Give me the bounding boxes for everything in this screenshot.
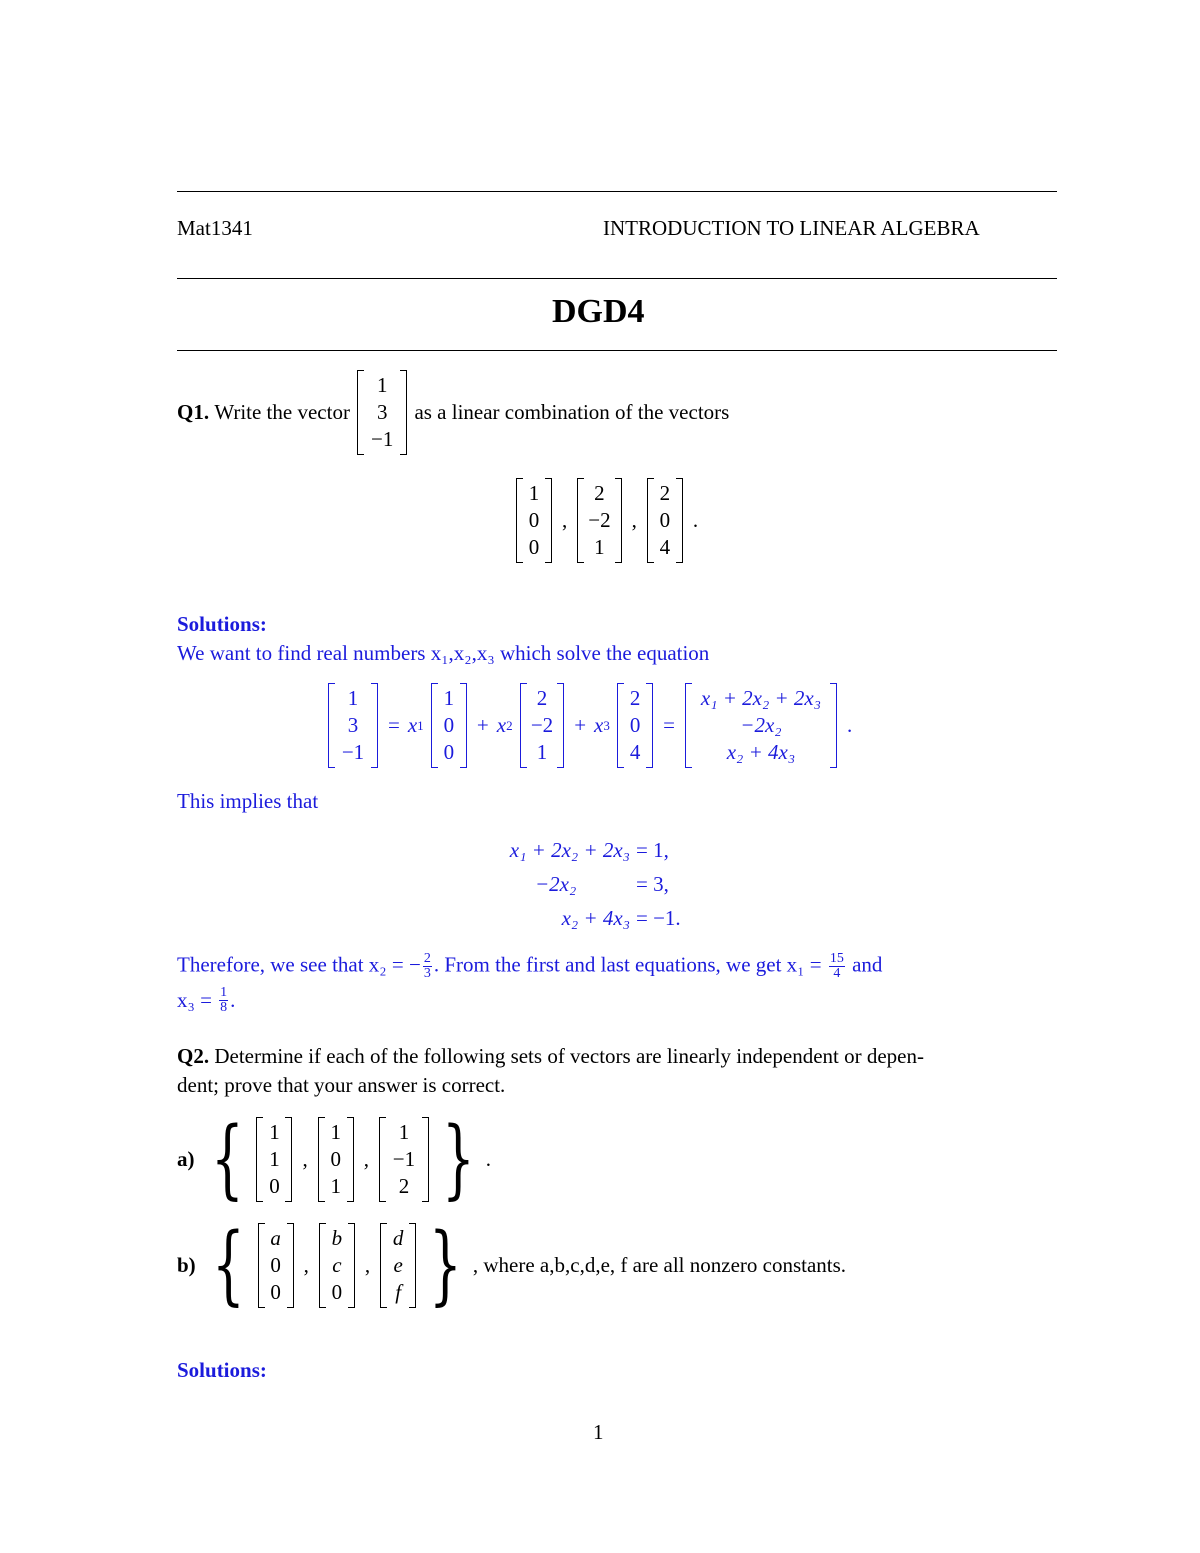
q2a-vector-1: 1 1 0	[256, 1117, 292, 1202]
doc-title: DGD4	[552, 293, 645, 330]
eq-vector-1: 1 0 0	[431, 683, 467, 768]
mid-rule	[177, 278, 1057, 279]
q2a-vector-3: 1 −1 2	[379, 1117, 429, 1202]
system-row-3-rhs: = −1.	[636, 906, 681, 930]
q1-equation: 1 3 −1 = x 1 1 0 0 + x 2 2 −2 1 + x 3 2 0 4 = x₁ + 2x₂ + 2x₃ −2x₂ x₂ + 4x₃ .	[326, 683, 860, 768]
q2b-vector-2: b c 0	[319, 1223, 355, 1308]
bottom-rule	[177, 350, 1057, 351]
system-row-2-lhs: −2x₂	[535, 872, 577, 896]
q2b-vector-1: a 0 0	[258, 1223, 294, 1308]
q1-text-after: as a linear combination of the vectors	[414, 400, 730, 424]
q1-vector-list: 1 0 0 , 2 −2 1 , 2 0 4 .	[514, 478, 706, 563]
q2-part-a: a) { 1 1 0 , 1 0 1 , 1 −1 2 } .	[177, 1109, 491, 1209]
q1-target-vector: 1 3 −1	[357, 370, 407, 455]
page-number: 1	[593, 1420, 604, 1444]
system-row-2-rhs: = 3,	[636, 872, 669, 896]
q1-text-before: Write the vector	[214, 400, 350, 424]
eq-target-vector: 1 3 −1	[328, 683, 378, 768]
q1-vector-1: 1 0 0	[516, 478, 552, 563]
q2-part-b: b) { a 0 0 , b c 0 , d e f } , where a,b,c,d,e, f are all nonzero constants.	[177, 1215, 847, 1315]
q2b-suffix: , where a,b,c,d,e, f are all nonzero constants.	[472, 1252, 847, 1277]
eq-vector-3: 2 0 4	[617, 683, 653, 768]
top-rule	[177, 191, 1057, 192]
eq-vector-2: 2 −2 1	[520, 683, 564, 768]
q2b-vector-3: d e f	[380, 1223, 416, 1308]
q1-conclusion-line2: x₃ = $\frac{1}{8}$ .	[177, 985, 236, 1015]
q1-implies: This implies that	[177, 789, 319, 813]
eq-combo-vector: x₁ + 2x₂ + 2x₃ −2x₂ x₂ + 4x₃	[685, 683, 837, 768]
q2-solution-heading: Solutions:	[177, 1358, 267, 1382]
q1-solution-intro: We want to find real numbers x₁,x₂,x₃ which solve the equation	[177, 641, 710, 665]
q2-statement-line1: Q2. Determine if each of the following sets of vectors are linearly independent or depen-	[177, 1044, 924, 1068]
q1-statement	[177, 370, 729, 455]
frac-x3: $\frac{1}{8}$	[220, 985, 228, 1015]
q2-statement-line2: dent; prove that your answer is correct.	[177, 1073, 506, 1097]
q1-label: Q1.	[177, 400, 210, 424]
q1-vector-2: 2 −2 1	[577, 478, 621, 563]
q1-conclusion-line1: Therefore, we see that x₂ = − $\frac{2}{3}$ . From the first and last equations, we get x₁ = $\frac{15}{4}$ and	[177, 951, 883, 981]
q1-solution-heading: Solutions:	[177, 612, 267, 636]
course-code: Mat1341	[177, 216, 253, 240]
system-row-3-lhs: x₂ + 4x₃	[561, 906, 630, 930]
system-row-1-lhs: x₁ + 2x₂ + 2x₃	[509, 838, 630, 862]
q2a-vector-2: 1 0 1	[318, 1117, 354, 1202]
frac-x2: $\frac{2}{3}$	[423, 951, 431, 981]
system-row-1-rhs: = 1,	[636, 838, 669, 862]
course-title: INTRODUCTION TO LINEAR ALGEBRA	[603, 216, 980, 240]
frac-x1: $\frac{15}{4}$	[829, 951, 844, 981]
q1-vector-3: 2 0 4	[647, 478, 683, 563]
